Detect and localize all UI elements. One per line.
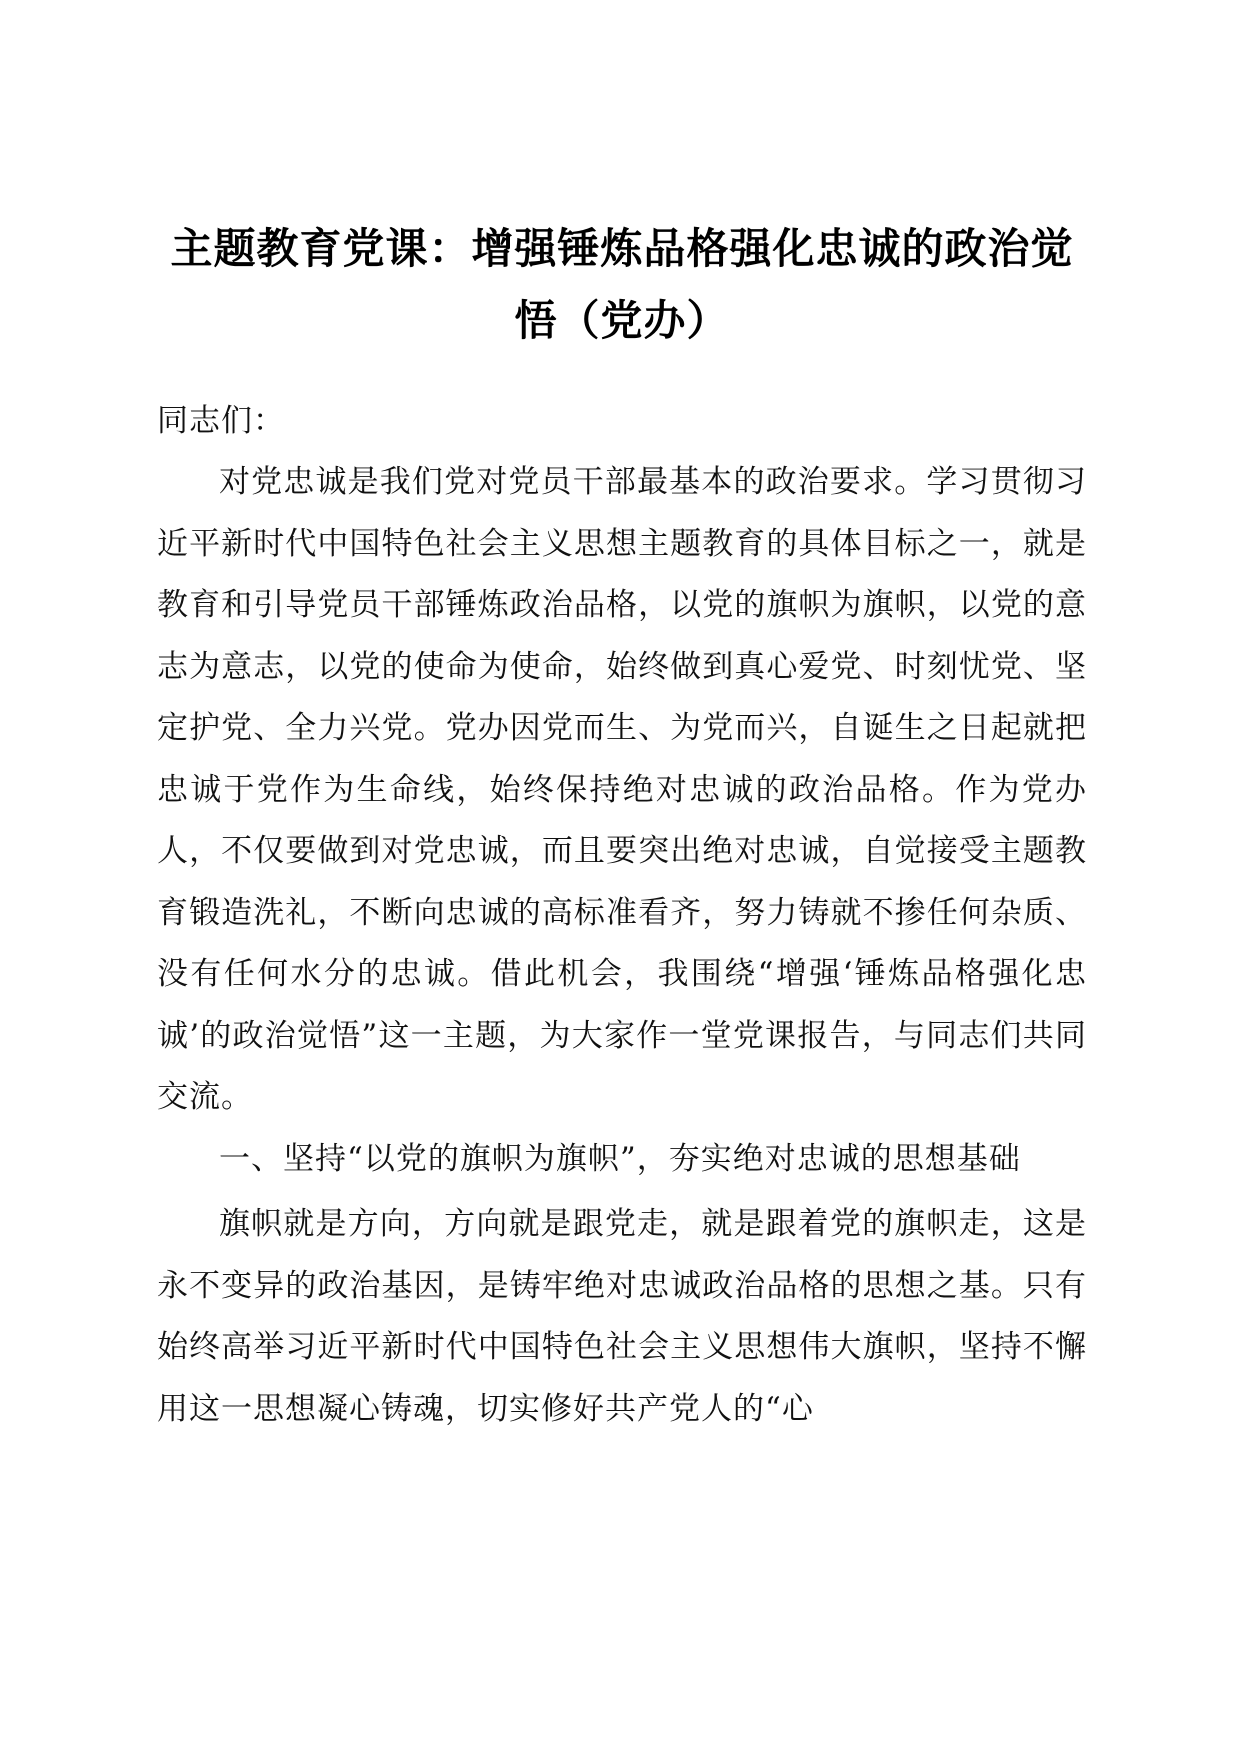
intro-paragraph: 对党忠诚是我们党对党员干部最基本的政治要求。学习贯彻习近平新时代中国特色社会主义思想主题教育的具体目标之一，就是教育和引导党员干部锤炼政治品格，以党的旗帜为旗帜，以党的意志为意志，以党的使命为使命，始终做到真心爱党、时刻忧党、坚定护党、全力兴党。党办因党而生、为党而兴，自诞生之日起就把忠诚于党作为生命线，始终保持绝对忠诚的政治品格。作为党办人，不仅要做到对党忠诚，而且要突出绝对忠诚，自觉接受主题教育锻造洗礼，不断向忠诚的高标准看齐，努力铸就不掺任何杂质、没有任何水分的忠诚。借此机会，我围绕“增强‘锤炼品格强化忠诚’的政治觉悟”这一主题，为大家作一堂党课报告，与同志们共同交流。	[157, 464, 1087, 1115]
section-heading-1: 一、坚持“以党的旗帜为旗帜”，夯实绝对忠诚的思想基础	[219, 1140, 1021, 1177]
section-paragraph-1: 旗帜就是方向，方向就是跟党走，就是跟着党的旗帜走，这是永不变异的政治基因，是铸牢绝对忠诚政治品格的思想之基。只有始终高举习近平新时代中国特色社会主义思想伟大旗帜，坚持不懈用这一思想凝心铸魂，切实修好共产党人的“心	[157, 1206, 1087, 1427]
document-title: 主题教育党课：增强锤炼品格强化忠诚的政治觉悟（党办）	[170, 224, 1074, 345]
document-page	[157, 213, 1087, 1440]
salutation: 同志们：	[157, 403, 285, 439]
